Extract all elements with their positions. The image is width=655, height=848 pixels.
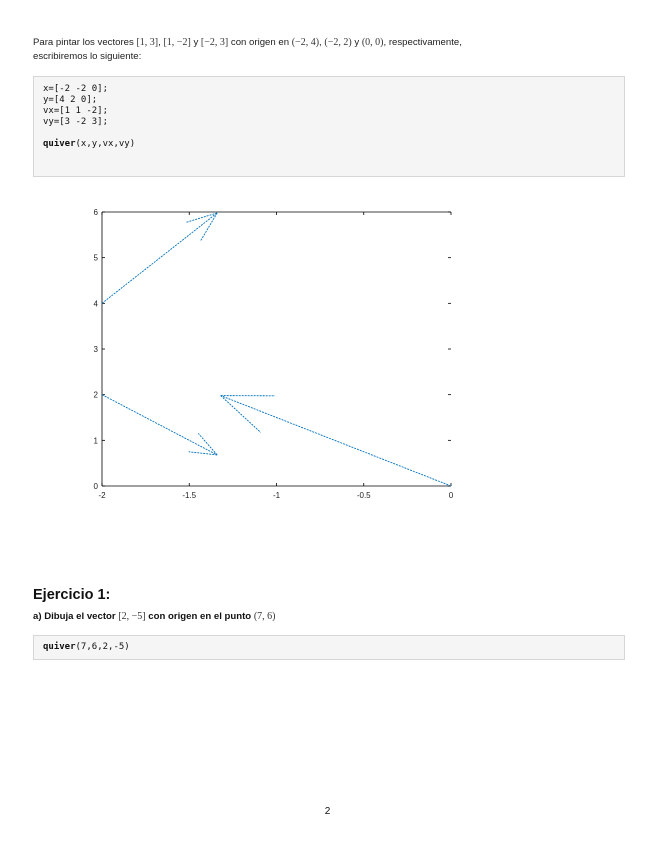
intro-text-3: , respectivamente, <box>383 37 462 48</box>
quiver-plot <box>78 200 468 510</box>
intro-conj-1: y <box>193 37 199 48</box>
y-tick-label: 1 <box>93 436 98 446</box>
exercise-a-vector: [2, −5] <box>118 611 146 622</box>
vector-arrow-shaft-3 <box>221 396 451 486</box>
plot-axes <box>94 208 454 500</box>
plot-arrows <box>102 213 451 486</box>
x-tick-label: -1.5 <box>182 491 197 500</box>
exercise-code-args: (7,6,2,-5) <box>75 642 130 652</box>
vector-3: [−2, 3] <box>200 37 229 48</box>
y-tick-label: 5 <box>93 253 98 263</box>
x-tick-label: -2 <box>98 491 106 500</box>
intro-text-4: escribiremos lo siguiente: <box>33 51 142 62</box>
y-tick-label: 4 <box>93 299 98 309</box>
exercise-a-prompt <box>33 611 276 622</box>
exercise-code-keyword: quiver <box>43 642 76 652</box>
code-block[interactable] <box>33 76 625 177</box>
origin-2: (−2, 2) <box>324 37 352 48</box>
code-line-y: y=[4 2 0]; <box>43 95 98 105</box>
exercise-code-block[interactable] <box>33 635 625 660</box>
vector-arrow-head-1b <box>201 213 217 241</box>
vector-2: [1, −2] <box>163 37 191 48</box>
vector-arrow-shaft-1 <box>102 213 217 303</box>
exercise-a-mid: con origen en el punto <box>148 611 252 622</box>
vector-arrow-head-3a <box>221 396 261 433</box>
exercise-title: Ejercicio 1: <box>33 587 111 603</box>
vector-arrow-head-2a <box>198 433 217 455</box>
code-line-vx: vx=[1 1 -2]; <box>43 106 109 116</box>
y-tick-label: 6 <box>93 208 98 217</box>
exercise-a-point: (7, 6) <box>253 611 276 622</box>
x-tick-label: 0 <box>448 491 454 500</box>
intro-conj-2: y <box>354 37 360 48</box>
x-tick-label: -1 <box>272 491 281 500</box>
vector-arrow-shaft-2 <box>102 395 217 455</box>
vector-1: [1, 3] <box>136 37 159 48</box>
code-blank-line <box>43 128 615 139</box>
origin-3: (0, 0) <box>361 37 384 48</box>
intro-paragraph <box>33 36 593 64</box>
origin-1: (−2, 4) <box>291 37 320 48</box>
y-tick-label: 2 <box>93 390 98 400</box>
intro-text-2: con origen en <box>230 37 290 48</box>
exercise-code-line <box>43 642 615 653</box>
code-line-quiver <box>43 139 615 150</box>
page-number: 2 <box>324 806 331 817</box>
code-line-x: x=[-2 -2 0]; <box>43 84 109 94</box>
code-line-vy: vy=[3 -2 3]; <box>43 117 109 127</box>
intro-text-1: Para pintar los vectores <box>33 37 134 48</box>
code-args: (x,y,vx,vy) <box>75 139 136 149</box>
y-tick-label: 0 <box>93 482 98 491</box>
exercise-a-prefix: a) Dibuja el vector <box>33 611 116 622</box>
intro-sep-2: , <box>319 37 322 48</box>
code-keyword: quiver <box>43 139 76 149</box>
x-tick-label: -0.5 <box>356 491 371 500</box>
y-tick-label: 3 <box>93 345 98 354</box>
intro-sep-1: , <box>158 37 161 48</box>
